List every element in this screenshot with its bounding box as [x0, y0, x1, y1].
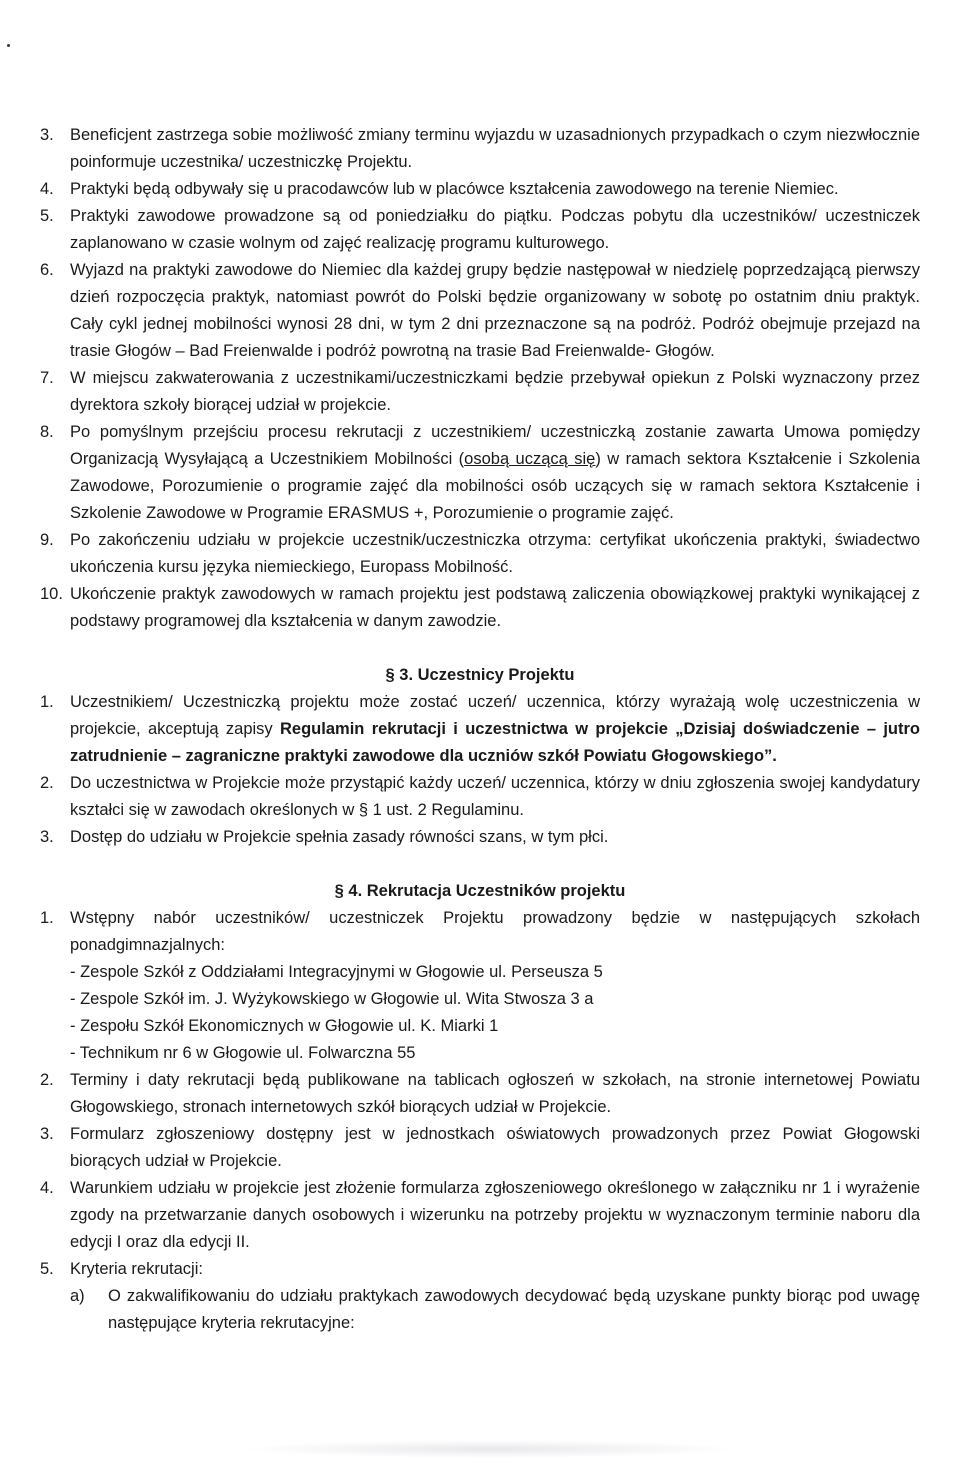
bold-text: Regulamin rekrutacji i uczestnictwa w projekcie „Dzisiaj doświadczenie – jutro zatrudnienie – zagraniczne praktyki zawodowe dla uczniów szkół Powiatu Głogowskiego”.	[70, 720, 920, 765]
list-item: 10. Ukończenie praktyk zawodowych w ramach projektu jest podstawą zaliczenia obowiązkowej praktyki wynikającej z podstawy programowej dla kształcenia w danym zawodzie.	[40, 585, 920, 630]
underlined-text: osobą uczącą się	[464, 450, 596, 468]
scan-shadow	[240, 1440, 740, 1458]
scan-speck	[7, 44, 10, 47]
list-item: 9. Po zakończeniu udziału w projekcie uczestnik/uczestniczka otrzyma: certyfikat ukończenia praktyki, świadectwo ukończenia kursu języka niemieckiego, Europass Mobilność.	[40, 531, 920, 576]
school-entry: - Technikum nr 6 w Głogowie ul. Folwarczna 55	[70, 1044, 416, 1062]
list-item: 1. Wstępny nabór uczestników/ uczestniczek Projektu prowadzony będzie w następujących szkołach ponadgimnazjalnych:	[40, 909, 920, 954]
sub-list-item: a) O zakwalifikowaniu do udziału praktykach zawodowych decydować będą uzyskane punkty biorąc pod uwagę następujące kryteria rekrutacyjne:	[70, 1287, 920, 1332]
document-page	[40, 122, 920, 1337]
sub-list	[40, 1283, 920, 1337]
list-item: 5. Kryteria rekrutacji:	[40, 1260, 203, 1278]
list-item: 6. Wyjazd na praktyki zawodowe do Niemiec dla każdej grupy będzie następował w niedzielę poprzedzającą pierwszy dzień rozpoczęcia praktyk, natomiast powrót do Polski będzie organizowany w sobotę po ostatnim dniu praktyk. Cały cykl jednej mobilności wynosi 28 dni, w tym 2 dni przeznaczone są na podróż. Podróż obejmuje przejazd na trasie Głogów – Bad Freienwalde i podróż powrotną na trasie Bad Freienwalde- Głogów.	[40, 261, 920, 360]
list-item: 1. Uczestnikiem/ Uczestniczką projektu może zostać uczeń/ uczennica, którzy wyrażają wolę uczestniczenia w projekcie, akceptują zapisy Regulamin rekrutacji i uczestnictwa w projekcie „Dzisiaj doświadczenie – jutro zatrudnienie – zagraniczne praktyki zawodowe dla uczniów szkół Powiatu Głogowskiego”.	[40, 693, 920, 765]
section-heading: § 4. Rekrutacja Uczestników projektu	[334, 882, 626, 900]
list-item: 3. Beneficjent zastrzega sobie możliwość zmiany terminu wyjazdu w uzasadnionych przypadkach o czym niezwłocznie poinformuje uczestnika/ uczestniczkę Projektu.	[40, 126, 920, 171]
list-item: 8. Po pomyślnym przejściu procesu rekrutacji z uczestnikiem/ uczestniczką zostanie zawarta Umowa pomiędzy Organizacją Wysyłającą a Uczestnikiem Mobilności (osobą uczącą się) w ramach sektora Kształcenie i Szkolenia Zawodowe, Porozumienie o programie zajęć dla mobilności osób uczących się w ramach sektora Kształcenie i Szkolenie Zawodowe w Programie ERASMUS +, Porozumienie o programie zajęć.	[40, 423, 920, 522]
list-item: 4. Warunkiem udziału w projekcie jest złożenie formularza zgłoszeniowego określonego w załączniku nr 1 i wyrażenie zgody na przetwarzanie danych osobowych i wizerunku na potrzeby projektu w wyznaczonym terminie naboru dla edycji I oraz dla edycji II.	[40, 1179, 920, 1251]
section-heading: § 3. Uczestnicy Projektu	[385, 666, 575, 684]
list-item: 7. W miejscu zakwaterowania z uczestnikami/uczestniczkami będzie przebywał opiekun z Polski wyznaczony przez dyrektora szkoły biorącej udział w projekcie.	[40, 369, 920, 414]
school-entry: - Zespołu Szkół Ekonomicznych w Głogowie ul. K. Miarki 1	[70, 1017, 499, 1035]
list-item: 3. Formularz zgłoszeniowy dostępny jest w jednostkach oświatowych prowadzonych przez Powiat Głogowski biorących udział w Projekcie.	[40, 1125, 920, 1170]
list-item: 4. Praktyki będą odbywały się u pracodawców lub w placówce kształcenia zawodowego na terenie Niemiec.	[40, 180, 839, 198]
list-item: 5. Praktyki zawodowe prowadzone są od poniedziałku do piątku. Podczas pobytu dla uczestników/ uczestniczek zaplanowano w czasie wolnym od zajęć realizację programu kulturowego.	[40, 207, 920, 252]
list-item: 2. Terminy i daty rekrutacji będą publikowane na tablicach ogłoszeń w szkołach, na stronie internetowej Powiatu Głogowskiego, stronach internetowych szkół biorących udział w Projekcie.	[40, 1071, 920, 1116]
list-item: 2. Do uczestnictwa w Projekcie może przystąpić każdy uczeń/ uczennica, którzy w dniu zgłoszenia swojej kandydatury kształci się w zawodach określonych w § 1 ust. 2 Regulaminu.	[40, 774, 920, 819]
list-item: 3. Dostęp do udziału w Projekcie spełnia zasady równości szans, w tym płci.	[40, 828, 609, 846]
school-entry: - Zespole Szkół im. J. Wyżykowskiego w Głogowie ul. Wita Stwosza 3 a	[70, 990, 594, 1008]
school-entry: - Zespole Szkół z Oddziałami Integracyjnymi w Głogowie ul. Perseusza 5	[70, 963, 603, 981]
